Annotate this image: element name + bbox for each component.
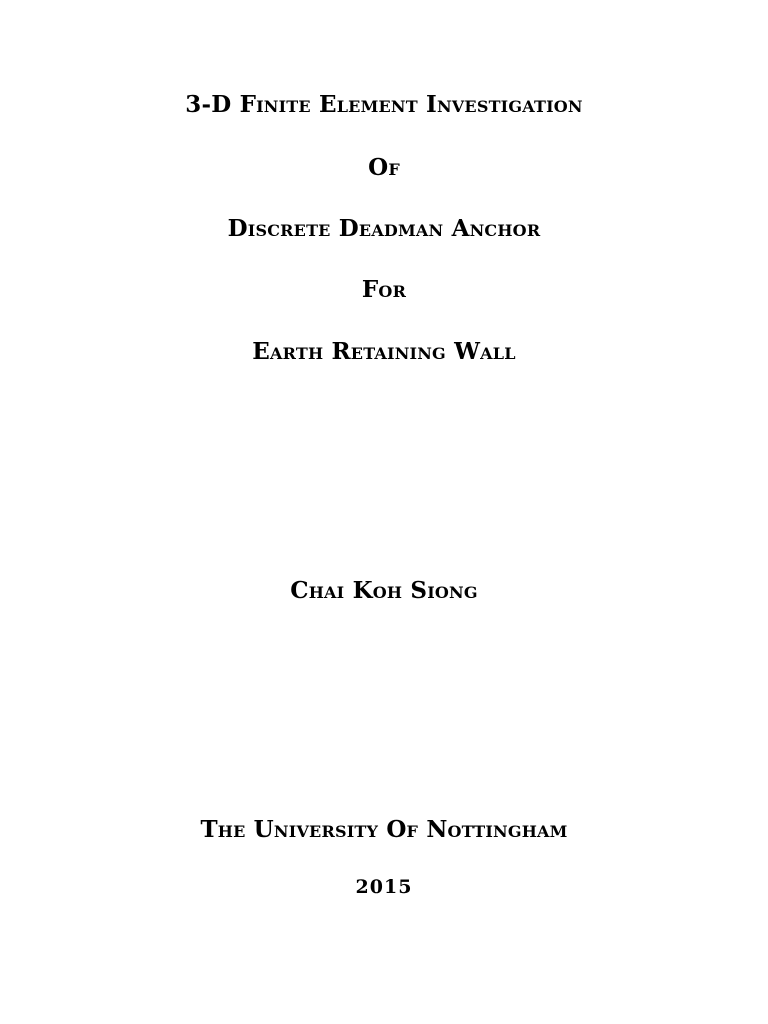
year: 2015: [355, 876, 413, 898]
title-line-1: 3-D Finite Element Investigation: [185, 91, 583, 118]
author-name: Chai Koh Siong: [290, 577, 478, 604]
title-line-4: For: [361, 276, 407, 303]
title-line-2: Of: [368, 154, 400, 181]
title-line-3: Discrete Deadman Anchor: [227, 215, 541, 242]
title-line-5: Earth Retaining Wall: [252, 338, 516, 365]
institution-name: The University Of Nottingham: [200, 816, 568, 843]
